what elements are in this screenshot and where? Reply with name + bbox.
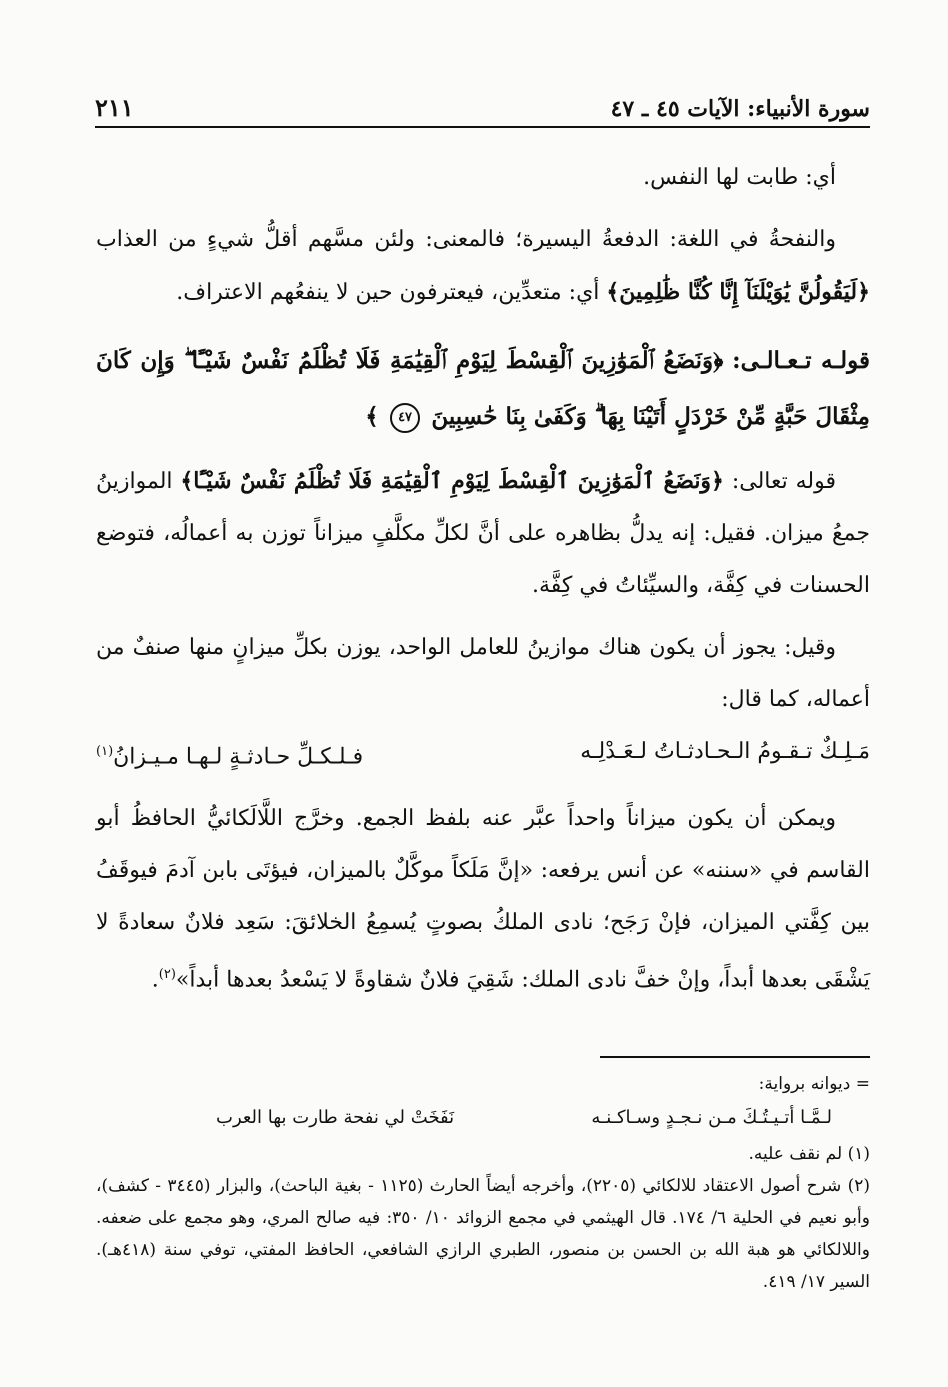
- footnote-poem-line: [96, 1100, 870, 1138]
- paragraph-3: [96, 455, 870, 612]
- paragraph-2-text-b: أي: متعدِّين، فيعترفون حين لا ينفعُهم الاعتراف.: [176, 280, 600, 305]
- page-number: ٢١١: [95, 93, 134, 122]
- footnote-separator: [600, 1056, 870, 1058]
- main-text: [96, 152, 870, 1007]
- ayah-number-marker: ٤٧: [390, 403, 420, 433]
- paragraph-3-text: الموازينُ جمعُ ميزان. فقيل: إنه يدلُّ بظاهره على أنَّ لكلِّ مكلَّفٍ ميزاناً توزن به أعمالُه، فتوضع الحسنات في كِفَّة، والسيِّئاتُ في كِفَّة.: [96, 469, 870, 598]
- poem-hemistich-left-text: فـلـكـلِّ حـادثـةٍ لـهـا مـيـزانُ: [113, 744, 364, 770]
- verse-intro: قولـه تـعـالـى:: [732, 347, 870, 374]
- footnote-ref-1: (١): [96, 744, 114, 759]
- paragraph-2: [96, 214, 870, 319]
- paragraph-2-text-a: والنفحةُ في اللغة: الدفعةُ اليسيرة؛ فالمعنى: ولئن مسَّهم أقلُّ شيءٍ من العذاب: [96, 227, 836, 252]
- paragraph-5-text: ويمكن أن يكون ميزاناً واحداً عبَّر عنه بلفظ الجمع. وخرَّج اللَّالَكائيُّ الحافظُ أبو القاسم في «سننه» عن أنس يرفعه: «إنَّ مَلَكاً موكَّلٌ بالميزان، فيؤتَى بابن آدمَ فيوقَفُ بين كِفَّتي الميزان، فإنْ رَجَح؛ نادى الملكُ بصوتٍ يُسمِعُ الخلائقَ: سَعِد فلانٌ سعادةً لا يَشْقَى بعدها أبداً، وإنْ خفَّ نادى الملك: شَقِيَ فلانٌ شقاوةً لا يَسْعدُ بعدها أبداً»: [96, 806, 870, 993]
- footnote-1: (١) لم نقف عليه.: [748, 1144, 870, 1164]
- running-header: [95, 82, 870, 128]
- footnote-ref-2: (٢): [158, 967, 176, 983]
- paragraph-5-end: .: [151, 967, 159, 993]
- verse-close: ﴾: [365, 403, 379, 430]
- paragraph-5: [96, 793, 870, 1006]
- poem-hemistich-right: مَـلِـكٌ تـقـومُ الـحـادثـاتُ لـعَـدْلِـه: [580, 739, 870, 764]
- paragraph-3-quran: ﴿وَنَضَعُ ٱلْمَوَٰزِينَ ٱلْقِسْطَ لِيَوْمِ ٱلْقِيَٰمَةِ فَلَا تُظْلَمُ نَفْسٌ شَيْـًٔا﴾: [180, 468, 724, 494]
- poem-line: [96, 726, 870, 783]
- footnote-continuation: = ديوانه برواية:: [758, 1074, 870, 1094]
- footnote-2: (٢) شرح أصول الاعتقاد للالكائي (٢٢٠٥)، وأخرجه أيضاً الحارث (١١٢٥ - بغية الباحث)، والبزار (٣٤٤٥ - كشف)، وأبو نعيم في الحلية ٦/ ١٧٤. قال الهيثمي في مجمع الزوائد ١٠/ ٣٥٠: فيه صالح المري، وهو مجمع على ضعفه. واللالكائي هو هبة الله بن الحسن بن منصور، الطبري الرازي الشافعي، الحافظ المفتي، توفي سنة (٤١٨هـ). السير ١٧/ ٤١٩.: [96, 1176, 870, 1292]
- verse-heading: [96, 333, 870, 445]
- paragraph-4: وقيل: يجوز أن يكون هناك موازينُ للعامل الواحد، يوزن بكلِّ ميزانٍ منها صنفٌ من أعماله، كما قال:: [96, 635, 870, 712]
- header-title: سورة الأنبياء: الآيات ٤٥ ـ ٤٧: [610, 96, 870, 122]
- paragraph-3-intro: قوله تعالى:: [731, 469, 836, 494]
- footnotes: [96, 1068, 870, 1298]
- poem-hemistich-left: [96, 726, 363, 783]
- verse-text: ﴿وَنَضَعُ ٱلْمَوَٰزِينَ ٱلْقِسْطَ لِيَوْمِ ٱلْقِيَٰمَةِ فَلَا تُظْلَمُ نَفْسٌ شَيْـًٔا ۖ وَإِن كَانَ مِثْقَالَ حَبَّةٍ مِّنْ خَرْدَلٍ أَتَيْنَا بِهَا ۗ وَكَفَىٰ بِنَا حَٰسِبِينَ: [96, 347, 870, 430]
- paragraph-1: أي: طابت لها النفس.: [643, 165, 836, 190]
- footnote-poem-right: لـمَّـا أتـيـتُـكَ مـن نـجـدٍ وسـاكـنـه: [591, 1107, 832, 1128]
- footnote-poem-left: نَفَخَتْ لي نفحة طارت بها العرب: [216, 1107, 455, 1128]
- paragraph-2-quran: ﴿لَيَقُولُنَّ يَٰوَيْلَنَآ إِنَّا كُنَّا ظَٰلِمِينَ﴾: [606, 279, 870, 305]
